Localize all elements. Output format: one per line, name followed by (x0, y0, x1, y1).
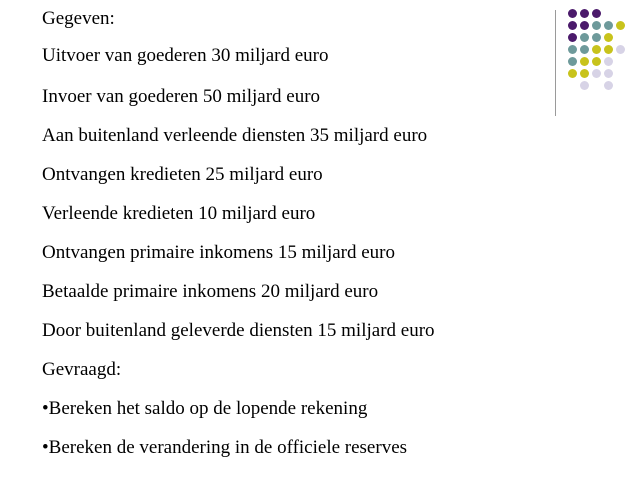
given-item: Uitvoer van goederen 30 miljard euro (42, 45, 329, 66)
asked-item (42, 398, 367, 420)
decorative-dot (592, 45, 601, 54)
decorative-dot (580, 81, 589, 90)
decorative-dot (592, 57, 601, 66)
given-item: Verleende kredieten 10 miljard euro (42, 203, 316, 224)
given-item: Betaalde primaire inkomens 20 miljard euro (42, 281, 379, 302)
asked-heading: Gevraagd: (42, 359, 122, 380)
given-item: Door buitenland geleverde diensten 15 miljard euro (42, 320, 435, 341)
decorative-dot (580, 33, 589, 42)
given-heading: Gegeven: (42, 8, 115, 29)
decorative-dot (616, 21, 625, 30)
decorative-dot (568, 9, 577, 18)
decorative-dot (568, 57, 577, 66)
decorative-dot (568, 21, 577, 30)
decorative-dot-grid (568, 9, 638, 109)
decorative-dot (592, 69, 601, 78)
decorative-dot (604, 33, 613, 42)
decorative-dot (604, 45, 613, 54)
decorative-dot (580, 69, 589, 78)
decorative-divider (555, 10, 556, 116)
given-item: Aan buitenland verleende diensten 35 miljard euro (42, 125, 428, 146)
decorative-dot (616, 45, 625, 54)
decorative-dot (580, 9, 589, 18)
decorative-dot (592, 33, 601, 42)
decorative-dot (604, 21, 613, 30)
given-item: Invoer van goederen 50 miljard euro (42, 86, 321, 107)
asked-item-text: Bereken de verandering in de officiele reserves (48, 437, 408, 458)
decorative-dot (580, 21, 589, 30)
bullet-icon: • (42, 437, 49, 458)
decorative-dot (604, 81, 613, 90)
bullet-icon: • (42, 398, 49, 419)
decorative-dot (568, 45, 577, 54)
given-item: Ontvangen kredieten 25 miljard euro (42, 164, 323, 185)
asked-item-text: Bereken het saldo op de lopende rekening (48, 398, 368, 419)
given-item: Ontvangen primaire inkomens 15 miljard euro (42, 242, 395, 263)
decorative-dot (568, 33, 577, 42)
decorative-dot (580, 45, 589, 54)
decorative-dot (592, 9, 601, 18)
decorative-dot (568, 69, 577, 78)
decorative-dot (604, 57, 613, 66)
decorative-dot (604, 69, 613, 78)
decorative-dot (592, 21, 601, 30)
asked-item (42, 437, 407, 459)
decorative-dot (580, 57, 589, 66)
